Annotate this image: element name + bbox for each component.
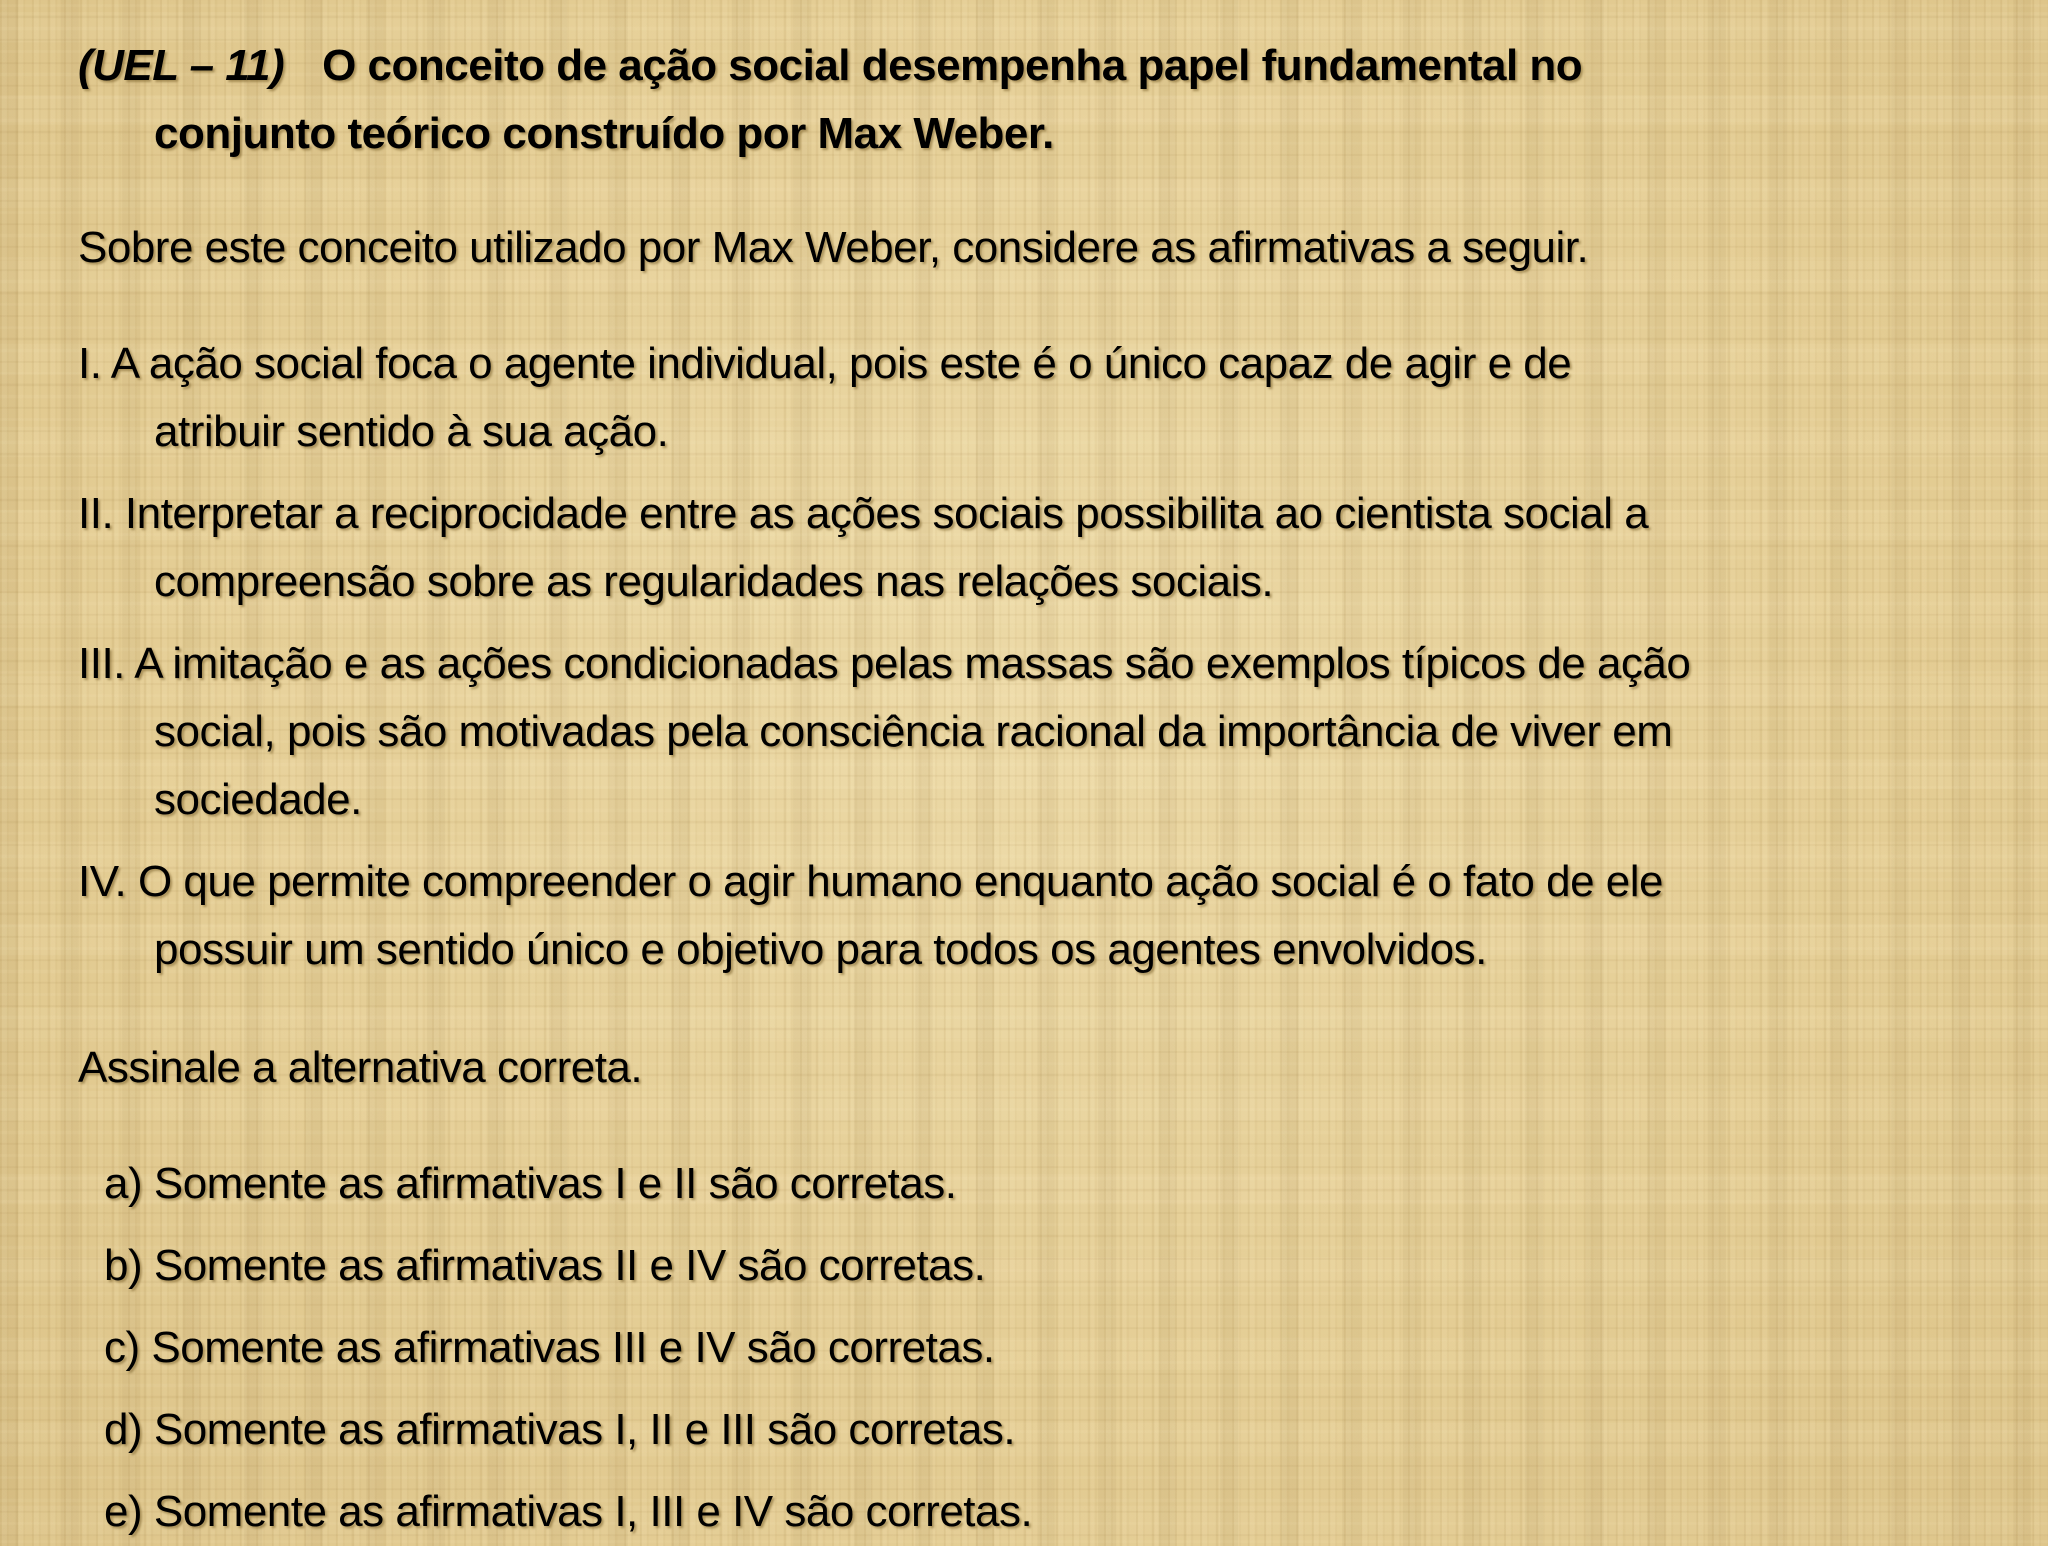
statement-3	[78, 630, 2028, 834]
statement-4	[78, 848, 2028, 984]
statement-2-line-2: compreensão sobre as regularidades nas relações sociais.	[154, 557, 1274, 606]
option-d: d) Somente as afirmativas I, II e III são corretas.	[104, 1405, 1016, 1454]
option-e: e) Somente as afirmativas I, III e IV são corretas.	[104, 1487, 1033, 1536]
statement-4-line-2: possuir um sentido único e objetivo para todos os agentes envolvidos.	[154, 925, 1487, 974]
title-line-2: conjunto teórico construído por Max Weber.	[154, 109, 1054, 158]
statement-1	[78, 330, 2028, 466]
statement-2-line-1: II. Interpretar a reciprocidade entre as ações sociais possibilita ao cientista social a	[78, 489, 1649, 538]
statement-3-line-1: III. A imitação e as ações condicionadas pelas massas são exemplos típicos de ação	[78, 639, 1691, 688]
answer-prompt: Assinale a alternativa correta.	[78, 1043, 643, 1092]
statement-1-line-1: I. A ação social foca o agente individual, pois este é o único capaz de agir e de	[78, 339, 1572, 388]
option-c: c) Somente as afirmativas III e IV são corretas.	[104, 1323, 995, 1372]
statement-4-line-1: IV. O que permite compreender o agir humano enquanto ação social é o fato de ele	[78, 857, 1663, 906]
statement-3-line-3: sociedade.	[154, 775, 362, 824]
statement-3-line-2: social, pois são motivadas pela consciência racional da importância de viver em	[154, 707, 1673, 756]
statement-2	[78, 480, 2028, 616]
question-source: (UEL – 11)	[78, 41, 285, 90]
question-title	[78, 32, 2028, 168]
title-text-1: O conceito de ação social desempenha papel fundamental no	[322, 41, 1583, 90]
statement-1-line-2: atribuir sentido à sua ação.	[154, 407, 669, 456]
question-intro: Sobre este conceito utilizado por Max Weber, considere as afirmativas a seguir.	[78, 223, 1589, 272]
option-a: a) Somente as afirmativas I e II são corretas.	[104, 1159, 957, 1208]
title-line-1	[78, 41, 1582, 90]
option-b: b) Somente as afirmativas II e IV são corretas.	[104, 1241, 986, 1290]
